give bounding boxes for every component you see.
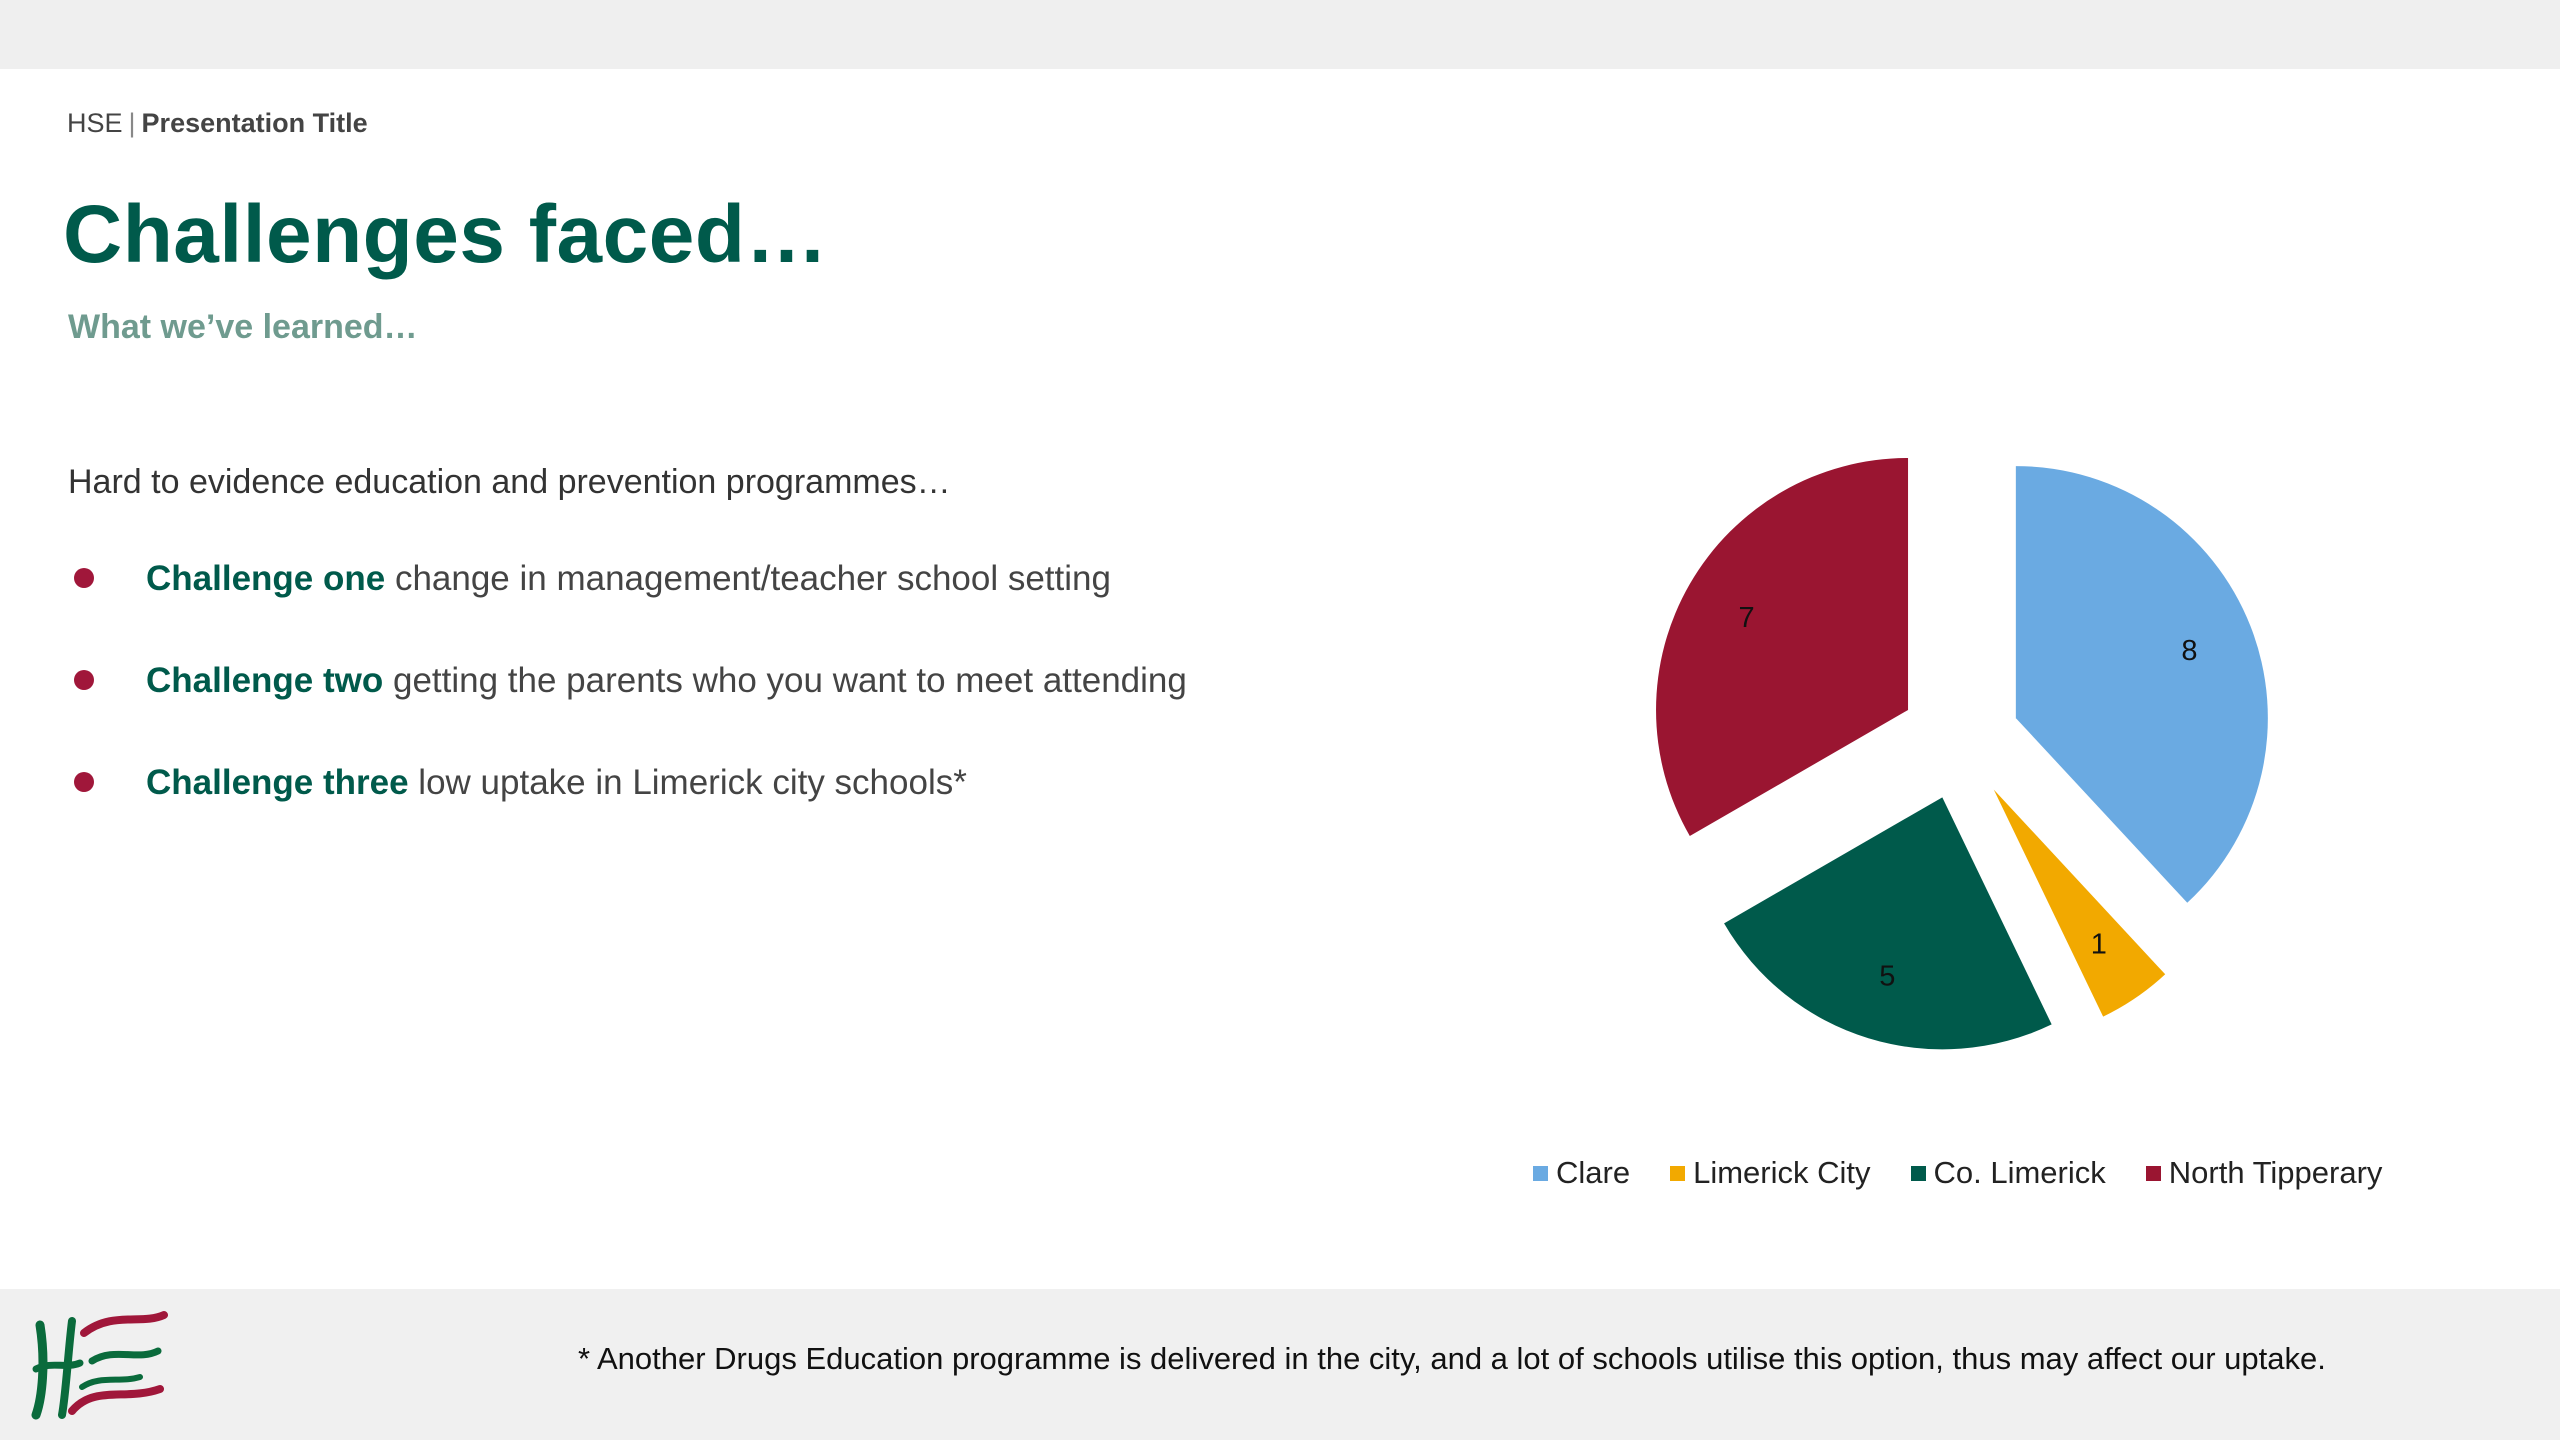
legend-item: [2146, 1155, 2383, 1191]
challenge-text: [146, 661, 1187, 701]
challenge-description: low uptake in Limerick city schools*: [408, 763, 967, 802]
legend-swatch: [1670, 1166, 1685, 1181]
challenge-label: Challenge three: [146, 763, 409, 802]
legend-item: [1533, 1155, 1630, 1191]
legend-swatch: [2146, 1166, 2161, 1181]
legend-label: Limerick City: [1693, 1155, 1871, 1190]
breadcrumb-org: HSE: [67, 108, 123, 138]
challenge-description: change in management/teacher school setting: [385, 559, 1111, 598]
legend-swatch: [1911, 1166, 1926, 1181]
pie-data-label: 5: [1879, 960, 1896, 993]
challenge-text: [146, 763, 967, 803]
challenge-description: getting the parents who you want to meet attending: [383, 661, 1187, 700]
pie-chart: [1640, 440, 2300, 1080]
legend-item: [1911, 1155, 2106, 1191]
pie-slice-north-tipperary: [1656, 458, 1908, 836]
pie-data-label: 7: [1738, 601, 1755, 634]
challenge-label: Challenge two: [146, 661, 384, 700]
legend-label: North Tipperary: [2168, 1155, 2383, 1190]
bullet-dot-icon: [74, 772, 94, 792]
challenge-list: [0, 0, 1300, 900]
legend-label: Co. Limerick: [1933, 1155, 2106, 1190]
slide-title: Challenges faced…: [63, 189, 828, 280]
legend-label: Clare: [1556, 1155, 1631, 1190]
bullet-dot-icon: [74, 670, 94, 690]
intro-text: Hard to evidence education and prevention programmes…: [68, 463, 951, 501]
hse-logo-icon: [22, 1303, 172, 1423]
breadcrumb-separator: |: [128, 108, 136, 138]
pie-slice-co-limerick: [1724, 797, 2052, 1049]
chart-legend: [1533, 1153, 2422, 1193]
challenge-item: [0, 661, 1300, 721]
pie-slice-clare: [2016, 466, 2268, 903]
challenge-label: Challenge one: [146, 559, 386, 598]
footnote: * Another Drugs Education programme is delivered in the city, and a lot of schools utilise this option, thus may affect our uptake.: [578, 1341, 2326, 1376]
challenge-text: [146, 559, 1111, 599]
legend-item: [1670, 1155, 1870, 1191]
challenge-item: [0, 763, 1300, 823]
hse-logo: [22, 1303, 172, 1423]
breadcrumb-presentation-title: Presentation Title: [141, 108, 368, 138]
pie-chart-svg: [1640, 440, 2300, 1080]
legend-swatch: [1533, 1166, 1548, 1181]
pie-data-label: 8: [2181, 634, 2198, 667]
pie-data-label: 1: [2090, 928, 2107, 961]
challenge-item: [0, 559, 1300, 619]
slide-subtitle: What we’ve learned…: [68, 308, 418, 346]
bullet-dot-icon: [74, 568, 94, 588]
